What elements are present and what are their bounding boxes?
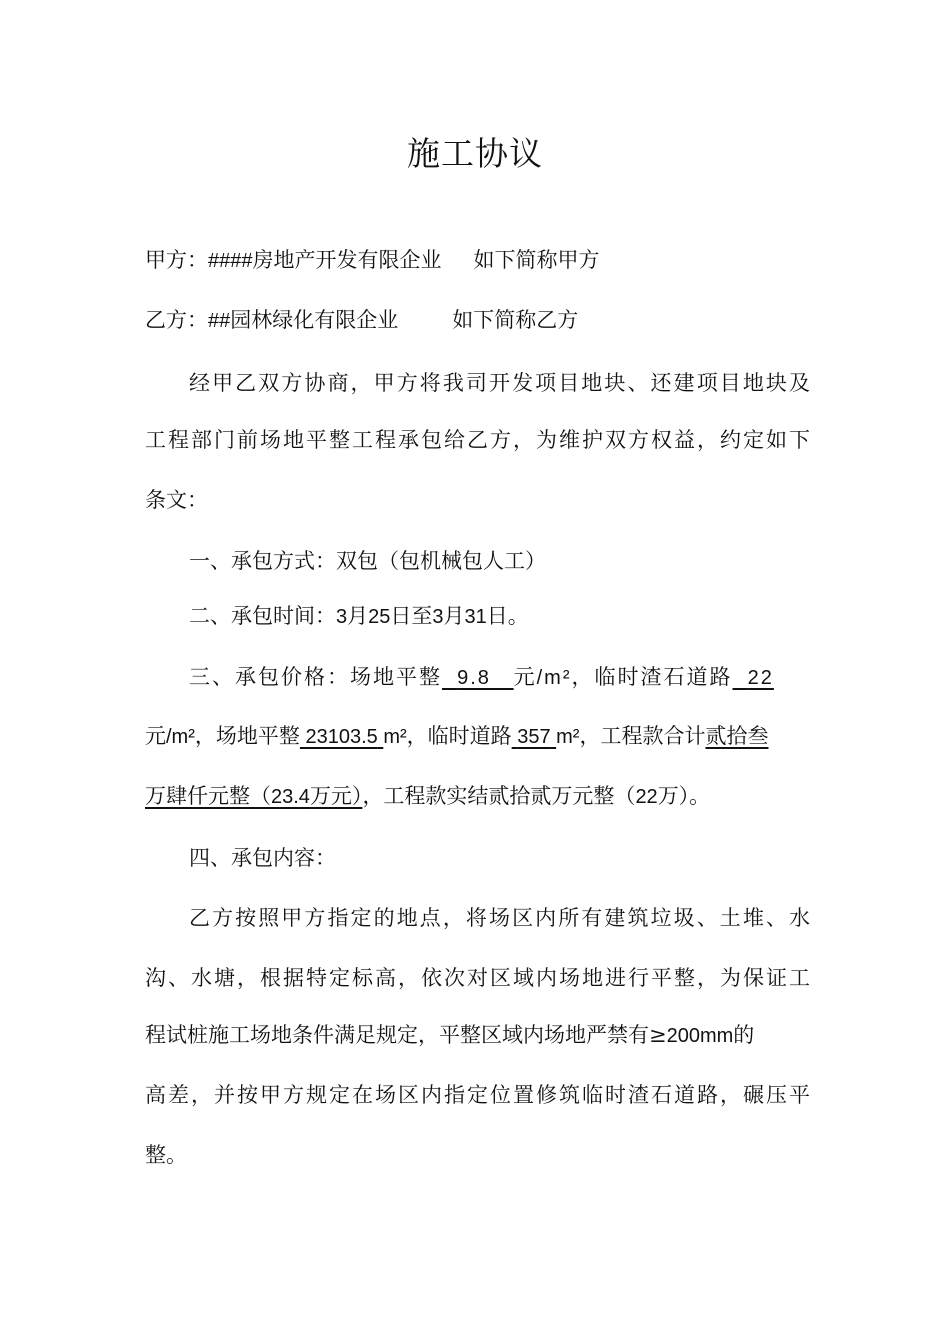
price-unit-m2-1: /m² <box>536 667 572 689</box>
intro-line-1: 经甲乙双方协商，甲方将我司开发项目地块、还建项目地块及 <box>189 371 810 395</box>
price-site-leveling: 9.8 <box>457 667 491 689</box>
party-b-line <box>145 305 810 336</box>
clause-3-total-text: ，工程款合计 <box>579 724 706 748</box>
area-temp-road: 357 <box>517 726 551 748</box>
content-line-3-text: 程试桩施工场地条件满足规定，平整区域内场地严禁有≥ <box>145 1023 667 1047</box>
clause-3-line-3 <box>145 781 810 812</box>
party-b-alias: 如下简称乙方 <box>452 308 579 332</box>
party-b-label: 乙方： <box>145 308 208 332</box>
intro-line-2: 工程部门前场地平整工程承包给乙方，为维护双方权益，约定如下 <box>145 428 810 452</box>
clause-4-title: 四、承包内容： <box>189 846 336 870</box>
clause-3-road-text: ，临时道路 <box>406 724 512 748</box>
content-height-diff: 200mm <box>666 1025 734 1047</box>
clause-2-prefix: 二、承包时间： <box>189 604 336 628</box>
price-unit-yuan-1: 元 <box>513 665 537 689</box>
intro-line-3: 条文： <box>145 488 208 512</box>
total-amount: 万肆仟元整（23.4万元） <box>145 784 363 808</box>
area-site-leveling: 23103.5 <box>305 726 378 748</box>
settled-amount-number: 22 <box>635 786 658 808</box>
party-b-name: 园林绿化有限企业 <box>230 308 399 332</box>
clause-3-line-2 <box>145 721 810 752</box>
party-a-label: 甲方： <box>145 248 208 272</box>
clause-2-day-start: 25 <box>368 606 391 628</box>
clause-2-end-text: 日。 <box>486 604 529 628</box>
clause-3-prefix: 三、承包价格：场地平整 <box>189 665 442 689</box>
content-line-1: 乙方按照甲方指定的地点，将场区内所有建筑垃圾、土堆、水 <box>189 906 810 930</box>
party-a-name: 房地产开发有限企业 <box>252 248 442 272</box>
party-a-line <box>145 245 810 276</box>
party-b-name-hash: ## <box>208 310 231 332</box>
content-line-3-end: 的 <box>733 1023 755 1047</box>
party-a-name-hash: #### <box>208 250 253 272</box>
content-line-3 <box>145 1020 810 1051</box>
clause-3-line-1 <box>189 662 810 693</box>
area-unit-1: m² <box>383 726 407 748</box>
clause-2 <box>189 601 810 632</box>
content-line-2: 沟、水塘，根据特定标高，依次对区域内场地进行平整，为保证工 <box>145 966 810 990</box>
price-unit-yuan-2: 元 <box>145 724 166 748</box>
content-line-4: 高差，并按甲方规定在场区内指定位置修筑临时渣石道路，碾压平 <box>145 1083 810 1107</box>
document-title: 施工协议 <box>407 134 543 173</box>
clause-1: 一、承包方式：双包（包机械包人工） <box>189 549 546 573</box>
settled-amount-text: ，工程款实结贰拾贰万元整（ <box>362 784 636 808</box>
clause-2-month-text-2: 月 <box>443 604 465 628</box>
price-temp-road: 22 <box>747 667 774 689</box>
clause-3-mid-text: ，临时渣石道路 <box>571 665 733 689</box>
settled-amount-end: 万）。 <box>657 784 711 808</box>
price-unit-m2-2: /m² <box>166 726 195 748</box>
clause-2-day-end: 31 <box>464 606 487 628</box>
clause-3-leveling-text: ，场地平整 <box>194 724 300 748</box>
clause-2-month-start: 3 <box>336 606 348 628</box>
clause-2-to-text: 日至 <box>390 604 433 628</box>
area-unit-2: m² <box>556 726 580 748</box>
content-line-5: 整。 <box>145 1143 187 1167</box>
clause-2-month-end: 3 <box>432 606 444 628</box>
clause-2-month-text-1: 月 <box>347 604 369 628</box>
party-a-alias: 如下简称甲方 <box>473 248 600 272</box>
total-amount-cn-part-1: 贰拾叁 <box>705 724 769 748</box>
